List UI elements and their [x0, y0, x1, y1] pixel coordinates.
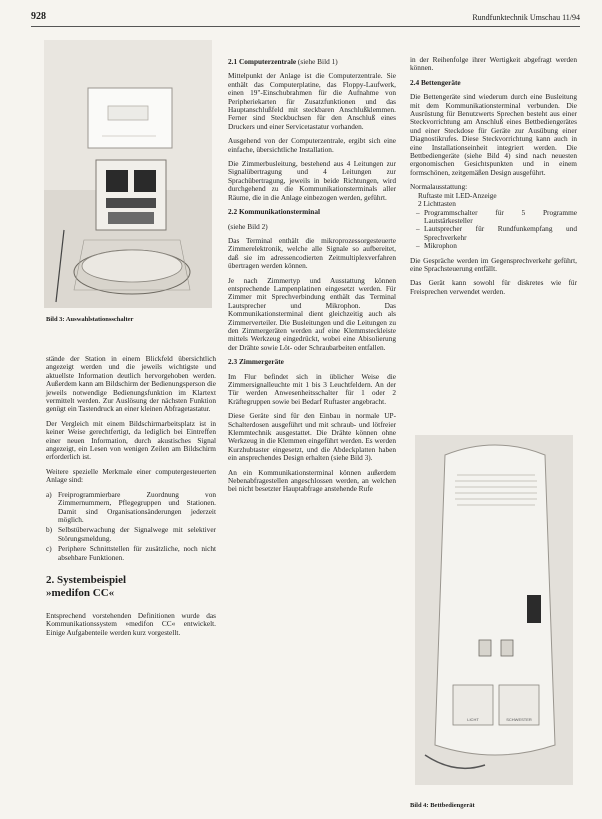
paragraph: Die Zimmerbusleitung, bestehend aus 4 Leitungen zur Signalübertragung und 4 Leitungen zur Sprachübertragung, jeweils in beide Richtungen, wird durchgehend zu die Kommunikationsterminals aller Räume, die in die Anlage einbezogen werden, geführt.	[228, 159, 396, 202]
list-item-text: Selbstüberwachung der Signalwege mit selektiver Störungsmeldung.	[58, 525, 216, 543]
figure-3-caption: Bild 3: Auswahlstationsschalter	[46, 316, 134, 323]
equipment-list	[416, 209, 577, 251]
list-item	[46, 544, 216, 562]
section-heading: 2. Systembeispiel »medifon CC«	[46, 573, 127, 599]
list-item-text: Periphere Schnittstellen für zusätzliche, noch nicht absehbare Funktionen.	[58, 544, 216, 562]
standard-item: 2 Lichttasten	[418, 199, 456, 209]
paragraph: Im Flur befindet sich in üblicher Weise die Zimmersignalleuchte mit 1 bis 3 Leuchtfeldern. An der Tür werden Anwesenheitsschalter für 1 oder 2 Kräftegruppen sowie bei Bedarf Ruftaster angebracht.	[228, 371, 396, 406]
list-item	[46, 525, 216, 543]
figure-3-photo	[44, 40, 212, 308]
paragraph: Mittelpunkt der Anlage ist die Computerzentrale. Sie enthält das Computerplatine, das Floppy-Laufwerk, einen 19"-Einschubrahmen für die Aufnahme von Peripheriekarten für Zusatzfunktionen und das Hauptanschlußfeld mit steckbaren Anschlußklemmen. Ferner sind Steckbuchsen für den Anschluß eines Druckers und einer Servicetastatur vorhanden.	[228, 71, 396, 131]
subsection-heading: 2.4 Bettengeräte	[410, 77, 461, 87]
column-2	[228, 58, 396, 500]
paragraph: Je nach Zimmertyp und Ausstattung können entsprechende Lampenplatinen eingesetzt werden. Für Zimmer mit Sprechverbindung enthält das Terminal Lautsprecher und Mikrophon. Das Kommunikationsterminal dient gleichzeitig auch als Zimmerverteiler. Die Busleitungen und die Leitungen zu den Zimmergeräten werden auf eine Klemmsteckleiste mittels Werkzeug eingedrückt, wobei eine Abisolierung der Drähte sowie Löt- oder Schraubarbeiten entfallen.	[228, 275, 396, 352]
paragraph: Die Gespräche werden im Gegensprechverkehr geführt, eine Sprachsteuerung entfällt.	[410, 255, 577, 273]
paragraph: Ausgehend von der Computerzentrale, ergibt sich eine einfache, übersichtliche Installation.	[228, 136, 396, 154]
paragraph: Diese Geräte sind für den Einbau in normale UP-Schalterdosen ausgeführt und mit schraub- und lötfreier Klemmtechnik ausgestattet. Die Drähte können ohne Werkzeug in die Klemmen eingeführt werden. Es werden Kurzhubtaster eingesetzt, und die Abdeckplatten haben ein ansprechendes Design erhalten (siehe Bild 3).	[228, 411, 396, 463]
subsection-heading: 2.1 Computerzentrale (siehe Bild 1)	[228, 57, 338, 66]
list-item: – Lautsprecher für Rundfunkempfang und Sprechverkehr	[424, 225, 577, 242]
figure-4-photo	[415, 435, 573, 785]
running-header: Rundfunktechnik Umschau 11/94	[472, 13, 580, 22]
paragraph: Der Vergleich mit einem Bildschirmarbeitsplatz ist in keiner Weise gerechtfertigt, da lediglich bei Eintreffen einer neuen Information, durch akustisches Signal angezeigt, ein Lesen von wenigen Zeilen am Bildschirm erforderlich ist.	[46, 418, 216, 462]
button-label: SCHWESTER	[506, 717, 532, 722]
feature-list	[46, 491, 216, 562]
header-rule	[31, 26, 580, 27]
page-number: 928	[31, 11, 46, 22]
paragraph: Entsprechend vorstehenden Definitionen wurde das Kommunikationssystem »medifon CC« entwickelt. Einige Aufgabenteile werden kurz vorgestellt.	[46, 610, 216, 637]
column-3	[410, 56, 577, 302]
list-item-text: Freiprogrammierbare Zuordnung von Zimmernummern, Pflegegruppen und Stationen. Damit sind Organisationsänderungen jederzeit möglich.	[58, 489, 216, 524]
list-item: – Programmschalter für 5 Programme Lautstärkesteller	[424, 209, 577, 226]
figure-4-caption: Bild 4: Bettbediengerät	[410, 802, 475, 809]
paragraph: Die Bettengeräte sind wiederum durch eine Busleitung mit dem Kommunikationsterminal verbunden. Die Ausrüstung für Benutzwerts Sprechen besteht aus einer Steckvorrichtung am Anschluß eines Bettbediengerätes und einer Steckdose für Geräte zur Ausübung einer Diagnostikrufes. Diese Steckvorrichtung kann auch in eine Installationseinheit integriert werden. Die Bettbediengeräte (siehe Bild 4) sind nach neuesten ergonomischen Gesichtspunkten und in einem formschönen, zeitgemäßen Design ausgeführt.	[410, 92, 577, 177]
standard-item: Ruftaste mit LED-Anzeige	[418, 190, 497, 200]
paragraph-ref: (siehe Bild 2)	[228, 221, 268, 231]
paragraph: Normalausstattung:	[410, 182, 468, 192]
column-1	[46, 355, 216, 643]
list-marker: c)	[46, 544, 52, 554]
paragraph: Das Gerät kann sowohl für diskretes wie für Freisprechen verwendet werden.	[410, 278, 577, 296]
paragraph: stände der Station in einem Blickfeld übersichtlich angezeigt werden und die jeweils wichtigste und aktuellste Information deutlich hervorgehoben werden. Außerdem kann am Bildschirm der Bedienungsperson die jeweils notwendige Bedienungsfunktion im Klartext vermittelt werden. Zur Auslösung der nächsten Funktion genügt ein Tastendruck an einer kleinen Abfragetastatur.	[46, 354, 216, 414]
subsection-heading: 2.3 Zimmergeräte	[228, 357, 284, 367]
paragraph: Weitere spezielle Merkmale einer computergesteuerten Anlage sind:	[46, 466, 216, 485]
paragraph: Das Terminal enthält die mikroprozessorgesteuerte Zimmerelektronik, welche alle Signale so aufbereitet, daß sie im adressencodierten Zeitmultiplexverfahren übertragen werden können.	[228, 235, 396, 271]
list-marker: b)	[46, 525, 53, 535]
list-item: – Mikrophon	[424, 242, 577, 250]
paragraph: An ein Kommunikationsterminal können außerdem Nebenabfragestellen angeschlossen werden, an welchen bei nicht besetzter Hauptabfrage anstehende Rufe	[228, 467, 396, 494]
list-item	[46, 489, 216, 525]
paragraph: in der Reihenfolge ihrer Wertigkeit abgefragt werden können.	[410, 55, 577, 73]
subsection-heading: 2.2 Kommunikationsterminal	[228, 207, 321, 217]
button-label: LICHT	[467, 717, 479, 722]
list-marker: a)	[46, 489, 52, 499]
